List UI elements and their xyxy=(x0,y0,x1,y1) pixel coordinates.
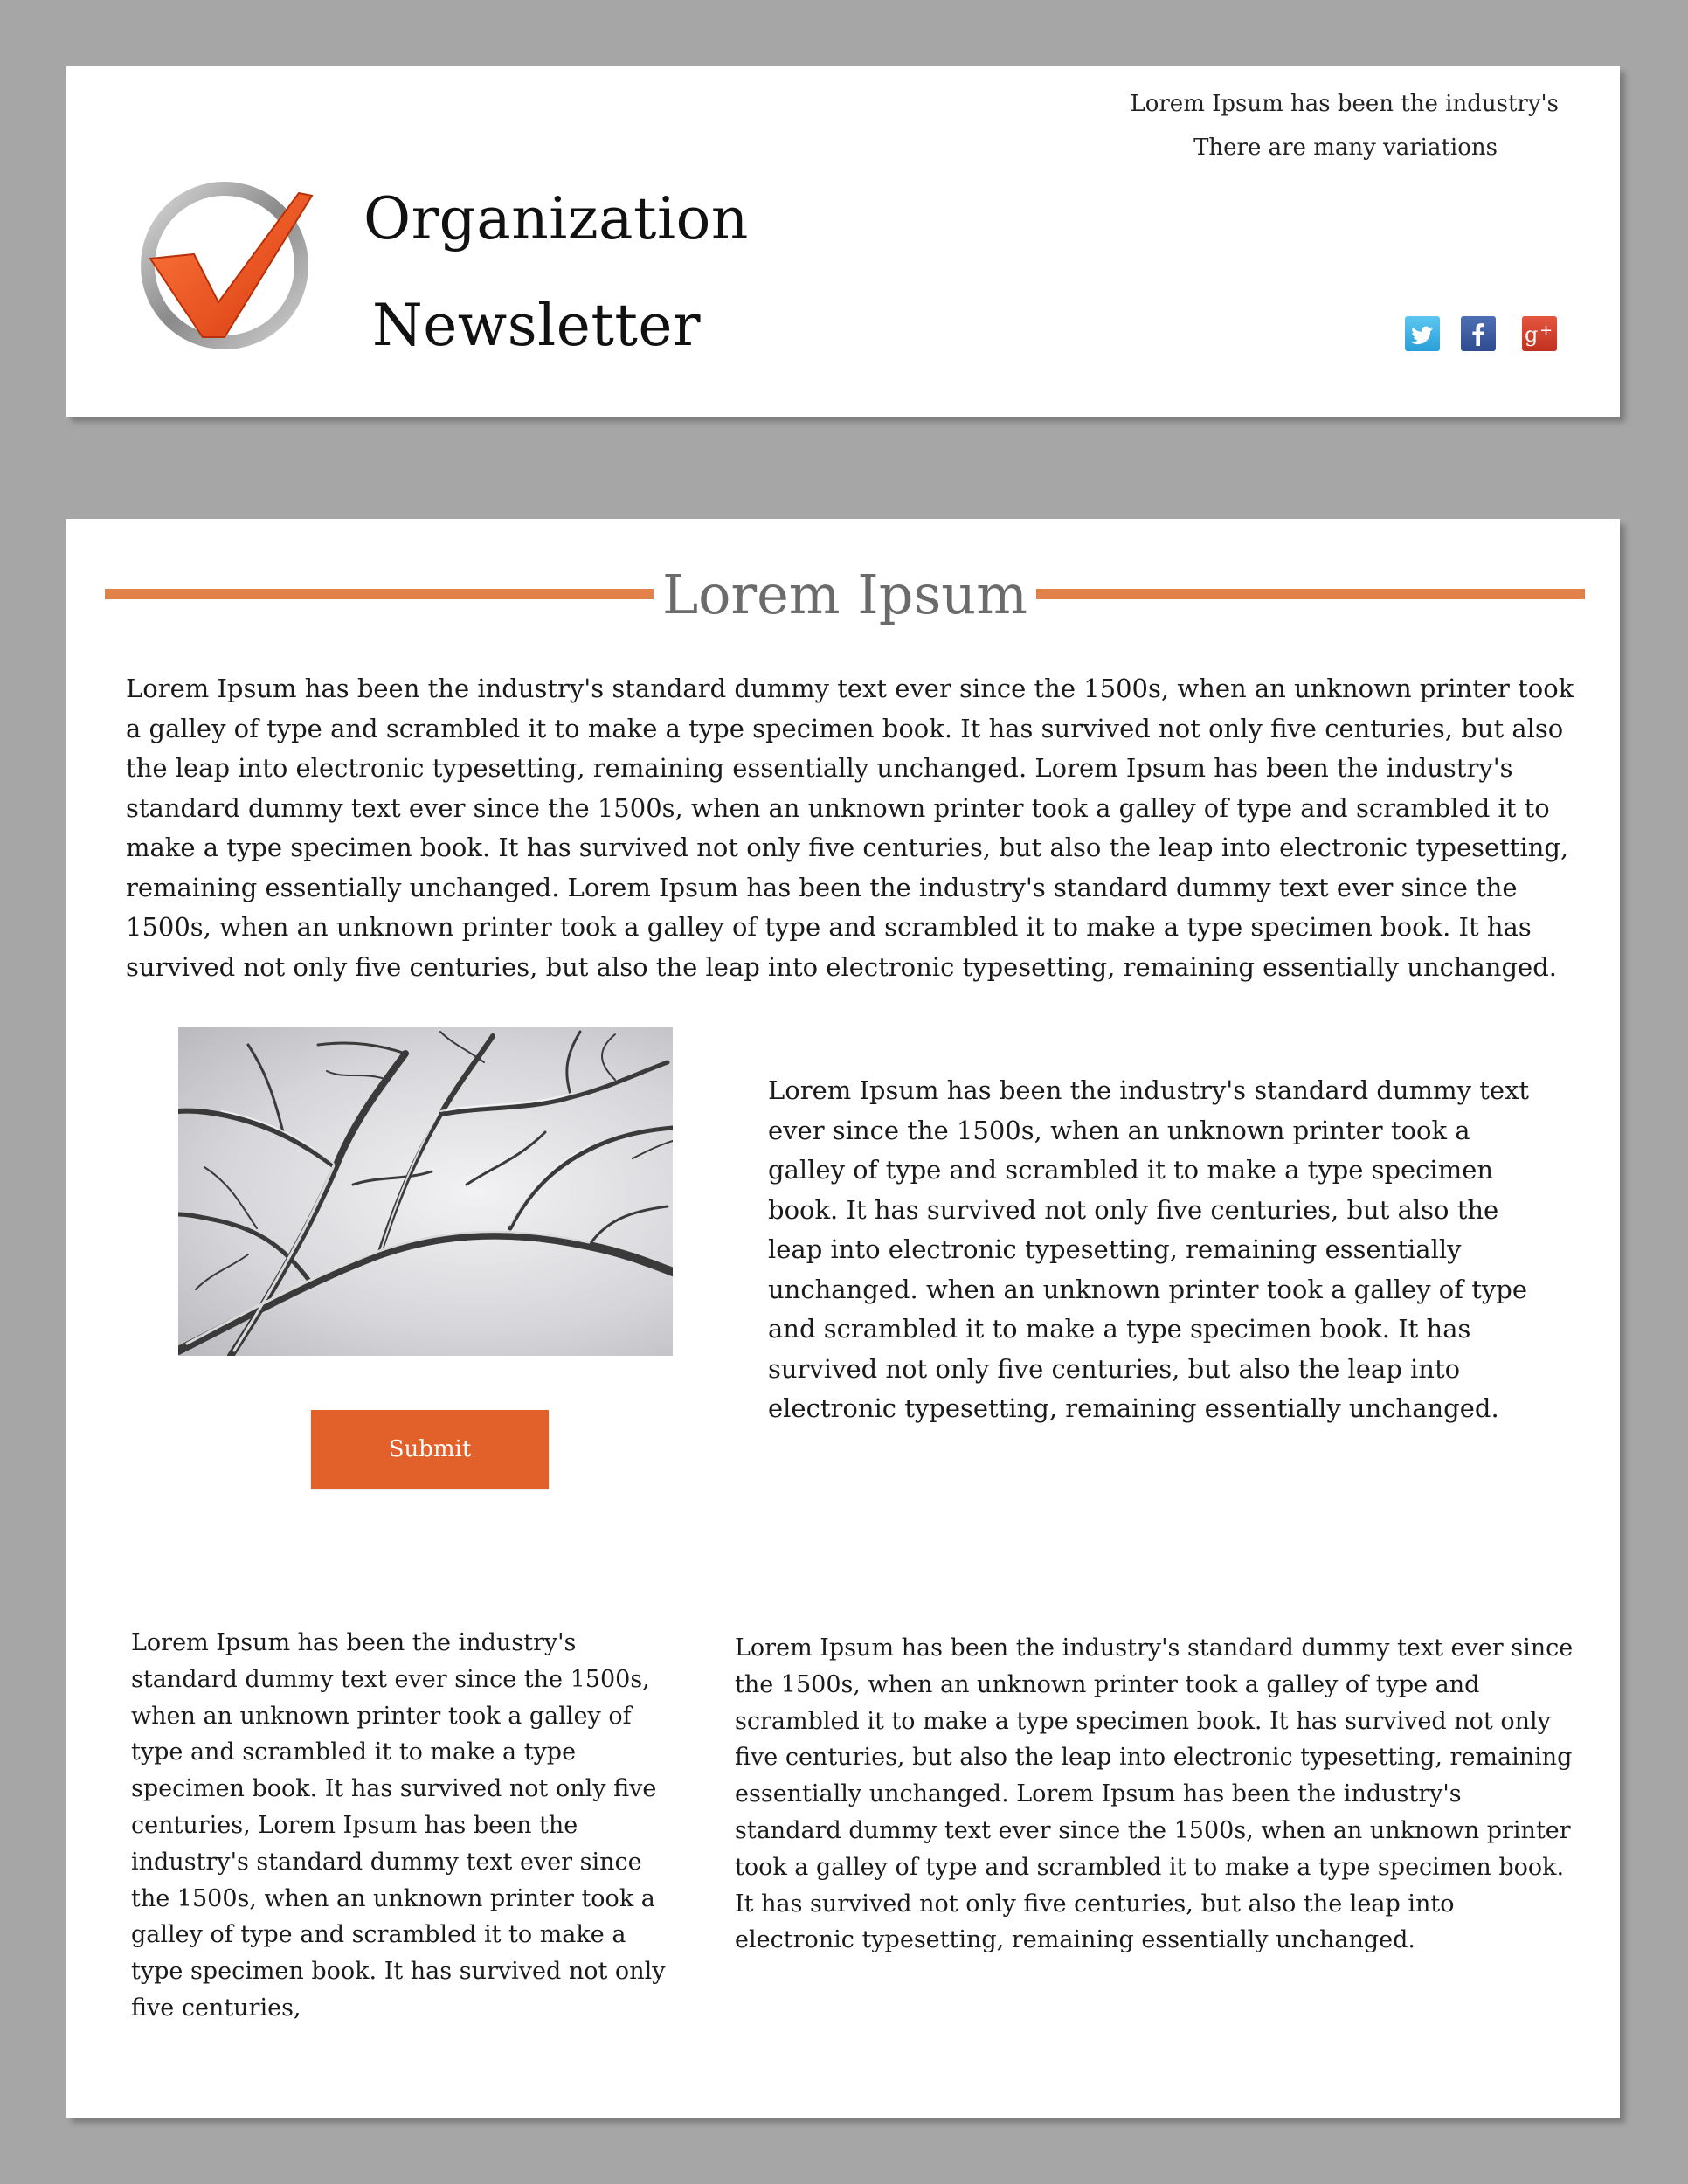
header-tagline-1: Lorem Ipsum has been the industry's xyxy=(1130,91,1559,117)
checkmark-logo-icon xyxy=(133,171,316,355)
header-card xyxy=(66,66,1620,417)
main-content-card xyxy=(66,519,1620,2118)
twitter-icon[interactable] xyxy=(1405,316,1440,351)
submit-button[interactable]: Submit xyxy=(311,1410,549,1489)
section-title: Lorem Ipsum xyxy=(661,563,1028,626)
header-tagline-2: There are many variations xyxy=(1193,135,1498,161)
bottom-right-paragraph: Lorem Ipsum has been the industry's standard dummy text ever since the 1500s, when an unknown printer took a galley of type and scrambled it to make a type specimen book. It has survived not only five centuries, but also the leap into electronic typesetting, remaining essentially unchanged. Lorem Ipsum has been the industry's standard dummy text ever since the 1500s, when an unknown printer took a galley of type and scrambled it to make a type specimen book. It has survived not only five centuries, but also the leap into electronic typesetting, remaining essentially unchanged. xyxy=(735,1635,1574,1954)
facebook-icon[interactable] xyxy=(1461,316,1496,351)
intro-paragraph: Lorem Ipsum has been the industry's standard dummy text ever since the 1500s, when an unknown printer took a galley of type and scrambled it to make a type specimen book. It has survived not only five centuries, but also the leap into electronic typesetting, remaining essentially unchanged. Lorem Ipsum has been the industry's standard dummy text ever since the 1500s, when an unknown printer took a galley of type and scrambled it to make a type specimen book. It has survived not only five centuries, but also the leap into electronic typesetting, remaining essentially unchanged. Lorem Ipsum has been the industry's standard dummy text ever since the 1500s, when an unknown printer took a galley of type and scrambled it to make a type specimen book. It has survived not only five centuries, but also the leap into electronic typesetting, remaining essentially unchanged. xyxy=(126,674,1574,982)
snow-covered-tree-branches-image xyxy=(178,1027,673,1356)
svg-text:g: g xyxy=(1525,322,1539,347)
bottom-left-paragraph: Lorem Ipsum has been the industry's standard dummy text ever since the 1500s, when an unknown printer took a galley of type and scrambled it to make a type specimen book. It has survived not only five centuries, Lorem Ipsum has been the industry's standard dummy text ever since the 1500s, when an unknown printer took a galley of type and scrambled it to make a type specimen book. It has survived not only five centuries, xyxy=(131,1629,666,2022)
svg-text:+: + xyxy=(1539,321,1553,340)
right-column-paragraph: Lorem Ipsum has been the industry's standard dummy text ever since the 1500s, when an unknown printer took a galley of type and scrambled it to make a type specimen book. It has survived not only five centuries, but also the leap into electronic typesetting, remaining essentially unchanged. when an unknown printer took a galley of type and scrambled it to make a type specimen book. It has survived not only five centuries, but also the leap into electronic typesetting, remaining essentially unchanged. xyxy=(768,1075,1530,1423)
google-plus-icon[interactable] xyxy=(1522,316,1557,351)
newsletter-title-line2: Newsletter xyxy=(372,292,701,359)
section-title-rule-left xyxy=(105,589,654,599)
section-title-rule-right xyxy=(1036,589,1585,599)
newsletter-title-line1: Organization xyxy=(363,185,749,252)
